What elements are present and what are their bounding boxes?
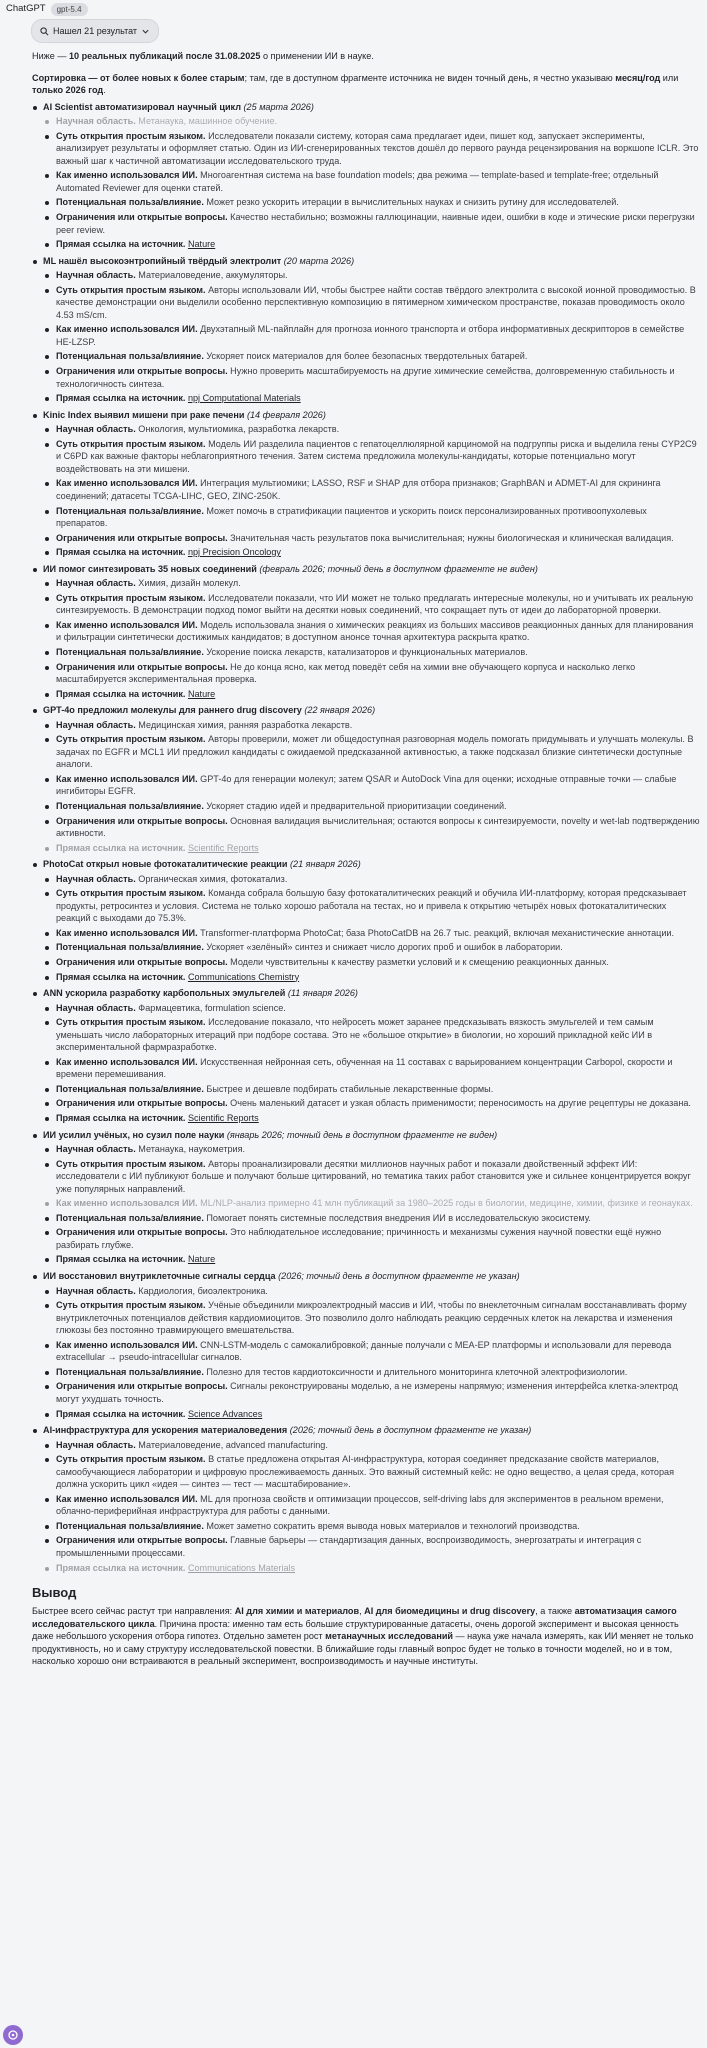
field-value: Интеграция мультиомики; LASSO, RSF и SHAP для отбора признаков; GraphBAN и ADMET-AI для скрининга соединений; датасеты TCGA-LIHC, GEO, ZINC-250K. — [56, 478, 661, 501]
field-value: Фармацевтика, formulation science. — [138, 1002, 286, 1013]
field-value: Ускоряет «зелёный» синтез и снижает число дорогих проб и ошибок в лаборатории. — [206, 942, 563, 953]
field-item — [32, 927, 700, 940]
field-item — [32, 619, 700, 644]
field-value: В статье предложена открытая AI-инфраструктура, которая соединяет предсказание свойств материалов, самообучающиеся лаборатории и цифровую прослеживаемость данных. Это важный системный кейс: не одно вещество, а целая среда, которая должна ускорить цикл «идея — синтез — тест — масштабирование». — [56, 1454, 675, 1490]
field-label: Ограничения или открытые вопросы. — [56, 661, 228, 672]
field-item — [32, 323, 700, 348]
field-label: Как именно использовался ИИ. — [56, 170, 198, 181]
field-value: Исследователи показали систему, которая сама предлагает идеи, пишет код, запускает эксперименты, анализирует результаты и оформляет статью. Один из ИИ-сгенерированных текстов дошёл до первого раунда рецензирования на воркшопе ICLR. Это важный шаг к частичной автоматизации исследовательского труда. — [56, 130, 699, 166]
field-value: Исследователи показали, что ИИ может не только предлагать интересные молекулы, но и учитывать их реальную синтезируемость. В демонстрации подход помог выйти на десятки новых соединений, что сокращает путь от идеи до лабораторной проверки. — [56, 592, 694, 616]
publication-fields — [32, 269, 700, 404]
publication-title: ИИ помог синтезировать 35 новых соединений (февраль 2026; точный день в доступном фрагменте не виден) — [32, 563, 700, 576]
publication-date: (25 марта 2026) — [243, 101, 314, 112]
field-value: Это наблюдательное исследование; причинность и механизмы сужения научной повестки ещё нужно разбирать глубже. — [56, 1227, 662, 1250]
publication-date: (11 января 2026) — [287, 988, 358, 999]
publication-title: ML нашёл высокоэнтропийный твёрдый электролит (20 марта 2026) — [32, 255, 700, 268]
field-value: Очень маленький датасет и узкая область применимости; переносимость на другие рецептуры не доказана. — [230, 1098, 691, 1109]
field-item — [32, 941, 700, 954]
field-label: Прямая ссылка на источник. — [56, 1408, 186, 1419]
source-link[interactable]: Scientific Reports — [187, 842, 259, 853]
field-label: Потенциальная польза/влияние. — [56, 1366, 204, 1377]
field-label: Суть открытия простым языком. — [56, 284, 206, 295]
field-item — [32, 115, 700, 128]
field-label: Ограничения или открытые вопросы. — [56, 212, 228, 223]
publication-fields — [32, 423, 700, 558]
source-link[interactable]: Communications Chemistry — [187, 971, 300, 982]
field-label: Прямая ссылка на источник. — [56, 239, 186, 250]
publication-item — [32, 1270, 700, 1420]
field-item — [32, 971, 700, 984]
field-value: Авторы проанализировали десятки миллионов научных работ и показали двойственный эффект ИИ: исследователи с ИИ публикуют больше и получают больше цитирований, но тематика таких работ становится уже и сильнее концентрируется вокруг уже популярных направлений. — [56, 1158, 691, 1194]
field-label: Потенциальная польза/влияние. — [56, 197, 204, 208]
field-item — [32, 887, 700, 925]
field-label: Научная область. — [56, 1439, 136, 1450]
publication-item — [32, 987, 700, 1124]
field-label: Научная область. — [56, 1002, 136, 1013]
field-item — [32, 392, 700, 405]
field-item — [32, 1226, 700, 1251]
field-value: Органическая химия, фотокатализ. — [138, 873, 288, 884]
field-value: Transformer-платформа PhotoCat; база PhotoCatDB на 26.7 тыс. реакций, включая механистические аннотации. — [200, 927, 675, 938]
field-item — [32, 577, 700, 590]
field-label: Научная область. — [56, 424, 136, 435]
field-item — [32, 1562, 700, 1575]
field-item — [32, 661, 700, 686]
field-value: Сигналы реконструированы моделью, а не измерены напрямую; изменения интерфейса клетка-электрод могут ухудшать точность. — [56, 1381, 678, 1404]
field-label: Научная область. — [56, 116, 136, 127]
field-item — [32, 1016, 700, 1054]
field-item — [32, 1083, 700, 1096]
field-item — [32, 815, 700, 840]
publication-title: Kinic Index выявил мишени при раке печени (14 февраля 2026) — [32, 409, 700, 422]
field-item — [32, 719, 700, 732]
field-label: Потенциальная польза/влияние. — [56, 646, 204, 657]
publication-date: (2026; точный день в доступном фрагменте не указан) — [278, 1271, 520, 1282]
publication-date: (февраль 2026; точный день в доступном фрагменте не виден) — [259, 563, 538, 574]
field-label: Суть открытия простым языком. — [56, 592, 206, 603]
field-label: Потенциальная польза/влияние. — [56, 505, 204, 516]
publication-title: PhotoCat открыл новые фотокаталитические реакции (21 января 2026) — [32, 858, 700, 871]
publication-fields — [32, 1143, 700, 1266]
field-label: Научная область. — [56, 873, 136, 884]
field-value: Быстрее и дешевле подбирать стабильные лекарственные формы. — [206, 1083, 494, 1094]
field-item — [32, 1002, 700, 1015]
publication-item — [32, 409, 700, 559]
field-value: Авторы проверили, может ли общедоступная разговорная модель помогать придумывать и улучшать молекулы. В задачах по EGFR и MCL1 ИИ предложил кандидаты с ожидаемой предсказанной активностью, а также подсказал близкие синтетически доступные аналоги. — [56, 734, 694, 770]
field-label: Как именно использовался ИИ. — [56, 324, 198, 335]
publication-title: ИИ восстановил внутриклеточные сигналы сердца (2026; точный день в доступном фрагменте не указан) — [32, 1270, 700, 1283]
field-value: CNN-LSTM-модель с самокалибровкой; данные получали с MEA-EP платформы и использовали для перевода extracellular → pseudo-intracellular сигналов. — [56, 1339, 672, 1363]
publication-item — [32, 563, 700, 700]
publication-date: (2026; точный день в доступном фрагменте не указан) — [289, 1425, 532, 1436]
field-value: Помогает понять системные последствия внедрения ИИ в исследовательскую экосистему. — [206, 1212, 591, 1223]
field-label: Как именно использовался ИИ. — [56, 619, 198, 630]
source-link[interactable]: Nature — [187, 688, 216, 699]
field-label: Научная область. — [56, 270, 136, 281]
publication-item — [32, 1424, 700, 1574]
top-bar — [0, 0, 707, 18]
field-label: Потенциальная польза/влияние. — [56, 1083, 204, 1094]
field-value: Может помочь в стратификации пациентов и ускорить поиск персонализированных противоопухолевых препаратов. — [56, 505, 647, 529]
field-item — [32, 1339, 700, 1364]
field-item — [32, 688, 700, 701]
publication-title: AI-инфраструктура для ускорения материаловедения (2026; точный день в доступном фрагменте не указан) — [32, 1424, 700, 1437]
field-value: Полезно для тестов кардиотоксичности и длительного мониторинга клеточной электрофизиологии. — [206, 1366, 628, 1377]
field-item — [32, 1408, 700, 1421]
field-item — [32, 546, 700, 559]
field-item — [32, 1493, 700, 1518]
field-value: Авторы использовали ИИ, чтобы быстрее найти состав твёрдого электролита с высокой ионной проводимостью. В качестве демонстрации они выделили особенно перспективную композицию в пятимерном химическом пространстве, показав проводимость около 4.53 mS/cm. — [56, 284, 696, 320]
publication-date: (14 февраля 2026) — [246, 409, 326, 420]
field-label: Прямая ссылка на источник. — [56, 1562, 186, 1573]
field-item — [32, 1520, 700, 1533]
field-label: Прямая ссылка на источник. — [56, 688, 186, 699]
field-label: Научная область. — [56, 578, 136, 589]
field-value: Нужно проверить масштабируемость на другие химические семейства, долговременную стабильность и технологичность синтеза. — [56, 366, 675, 389]
publication-date: (22 января 2026) — [304, 705, 376, 716]
field-item — [32, 1380, 700, 1405]
publication-fields — [32, 873, 700, 983]
conclusion-heading: Вывод — [32, 1585, 77, 1601]
publication-fields — [32, 1285, 700, 1420]
field-value: Метанаука, наукометрия. — [138, 1144, 246, 1155]
source-link[interactable]: Scientific Reports — [187, 1113, 259, 1124]
assistant-avatar — [3, 2025, 23, 2045]
field-label: Научная область. — [56, 719, 136, 730]
field-item — [32, 592, 700, 617]
field-label: Суть открытия простым языком. — [56, 1158, 206, 1169]
conclusion-section — [32, 1584, 700, 1668]
field-value: Команда собрала большую базу фотокаталитических реакций и обучила ИИ-платформу, которая предсказывает продукты, ретросинтез и условия. Система не только хорошо работала на тестах, но и привела к открытию четырёх новых фотокаталитических реакций с выходами до 75.3%. — [56, 888, 687, 924]
field-label: Ограничения или открытые вопросы. — [56, 532, 228, 543]
field-label: Суть открытия простым языком. — [56, 1017, 206, 1028]
field-item — [32, 1143, 700, 1156]
field-value: Учёные объединили микроэлектродный массив и ИИ, чтобы по внеклеточным сигналам восстанавливать форму внутриклеточных потенциалов действия кардиомиоцитов. Это позволило долго наблюдать реакцию сердечных клеток на лекарства и изменения глюкозы без постоянно травмирующего вмешательства. — [56, 1300, 687, 1336]
source-link[interactable]: Communications Materials — [187, 1562, 296, 1573]
field-item — [32, 1366, 700, 1379]
publication-date: (21 января 2026) — [290, 859, 361, 870]
publication-item — [32, 255, 700, 405]
field-label: Прямая ссылка на источник. — [56, 1254, 186, 1265]
publication-item — [32, 858, 700, 983]
field-label: Научная область. — [56, 1144, 136, 1155]
field-value: Ускорение поиска лекарств, катализаторов и функциональных материалов. — [206, 646, 528, 657]
field-label: Суть открытия простым языком. — [56, 1300, 206, 1311]
field-label: Ограничения или открытые вопросы. — [56, 957, 228, 967]
sorting-paragraph: Сортировка — от более новых к более старым; там, где в доступном фрагменте источника не виден точный день, я честно указываю месяц/год или только 2026 год. — [32, 72, 679, 96]
field-value: Может резко ускорить итерации в вычислительных науках и снизить рутину для исследователей. — [206, 197, 619, 208]
source-link[interactable]: Science Advances — [187, 1408, 263, 1419]
field-label: Ограничения или открытые вопросы. — [56, 366, 228, 377]
field-label: Научная область. — [56, 1285, 136, 1296]
search-chip-label: Нашел 21 результат — [53, 25, 138, 36]
openai-logo-icon — [7, 2029, 19, 2041]
field-item — [32, 196, 700, 209]
field-item — [32, 1453, 700, 1491]
field-label: Суть открытия простым языком. — [56, 888, 206, 899]
field-label: Ограничения или открытые вопросы. — [56, 1098, 228, 1109]
publication-item — [32, 101, 700, 251]
field-item — [32, 646, 700, 659]
field-item — [32, 1056, 700, 1081]
field-value: Многоагентная система на base foundation models; два режима — template-based и template-free; отдельный Automated Reviewer для оценки статей. — [56, 170, 659, 193]
field-value: Исследование показало, что нейросеть может заранее предсказывать вязкость эмульгелей и тем самым уменьшать число лабораторных итераций при подборе состава. Это не «большое открытие» в биологии, но хороший прикладной кейс ИИ в экспериментальной фармразработке. — [56, 1017, 654, 1053]
field-value: Кардиология, биоэлектроника. — [138, 1285, 268, 1296]
field-label: Как именно использовался ИИ. — [56, 1493, 198, 1504]
chat-message — [32, 18, 700, 1668]
field-label: Потенциальная польза/влияние. — [56, 1520, 204, 1531]
field-label: Потенциальная польза/влияние. — [56, 942, 204, 953]
field-value: ML для прогноза свойств и оптимизации процессов, self-driving labs для экспериментов в реальном времени, облачно-периферийная инфраструктура для работы с данными. — [56, 1493, 664, 1517]
field-label: Потенциальная польза/влияние. — [56, 1212, 204, 1223]
field-label: Прямая ссылка на источник. — [56, 842, 186, 853]
field-value: Ускоряет стадию идей и предварительной приоритизации соединений. — [206, 800, 507, 811]
field-item — [32, 842, 700, 855]
field-label: Потенциальная польза/влияние. — [56, 800, 204, 811]
publication-title: ANN ускорила разработку карбопольных эмульгелей (11 января 2026) — [32, 987, 700, 1000]
publication-fields — [32, 1002, 700, 1125]
field-label: Суть открытия простым языком. — [56, 1454, 206, 1465]
field-value: Модель ИИ разделила пациентов с гепатоцеллюлярной карциномой на подгруппы риска и выделила гены CYP2C9 и C6PD как важные факторы неблагоприятного течения. Затем система предложила молекулы-кандидаты, которые потенциально могут воздействовать на эти мишени. — [56, 438, 697, 474]
field-item — [32, 1285, 700, 1298]
field-value: Качество нестабильно; возможны галлюцинации, наивные идеи, ошибки в коде и этические риски перегрузки peer review. — [56, 212, 695, 235]
field-value: Химия, дизайн молекул. — [138, 578, 241, 589]
field-value: GPT-4o для генерации молекул; затем QSAR и AutoDock Vina для оценки; исходные отправные точки — слабые ингибиторы EGFR. — [56, 773, 677, 797]
field-label: Потенциальная польза/влияние. — [56, 351, 204, 362]
publication-item — [32, 704, 700, 854]
publication-fields — [32, 719, 700, 854]
conclusion-text: Быстрее всего сейчас растут три направления: AI для химии и материалов, AI для биомедицины и drug discovery, а также автоматизация самого исследовательского цикла. Причина проста: именно там есть большие структурированные датасеты, очень дорогой эксперимент и высокая ценность даже небольшого ускорения отбора гипотез. Отдельно заметен рост метанаучных исследований — наука уже начала измерять, как ИИ меняет не только продуктивность, но и саму структуру исследовательской повестки. В ближайшие годы главный вопрос будет не только в точности моделей, но и в том, насколько хорошо они встраиваются в реальный эксперимент, воспроизводимость и научные институты. — [32, 1606, 694, 1667]
field-item — [32, 1112, 700, 1125]
field-label: Как именно использовался ИИ. — [56, 773, 198, 784]
publication-fields — [32, 115, 700, 250]
publication-title: GPT-4o предложил молекулы для раннего drug discovery (22 января 2026) — [32, 704, 700, 717]
field-item — [32, 800, 700, 813]
model-badge[interactable]: gpt-5.4 — [51, 3, 88, 16]
field-item — [32, 773, 700, 798]
field-item — [32, 238, 700, 251]
field-label: Прямая ссылка на источник. — [56, 971, 186, 982]
source-link[interactable]: npj Computational Materials — [187, 393, 301, 404]
field-label: Суть открытия простым языком. — [56, 734, 206, 745]
publication-date: (январь 2026; точный день в доступном фрагменте не виден) — [226, 1129, 498, 1140]
field-item — [32, 284, 700, 322]
search-results-chip[interactable] — [31, 19, 159, 43]
publication-list — [32, 101, 700, 1574]
field-value: Не до конца ясно, как метод поведёт себя на химии вне обучающего корпуса и насколько легко масштабируется экспериментальная проверка. — [56, 661, 636, 685]
field-item — [32, 169, 700, 194]
field-label: Как именно использовался ИИ. — [56, 927, 198, 938]
field-item — [32, 365, 700, 390]
field-value: Главные барьеры — стандартизация данных, воспроизводимость, энергозатраты и интеграция с промышленными процессами. — [56, 1535, 642, 1558]
publication-date: (20 марта 2026) — [283, 255, 355, 266]
field-value: Метанаука, машинное обучение. — [138, 116, 278, 127]
field-label: Прямая ссылка на источник. — [56, 1113, 186, 1124]
field-item — [32, 438, 700, 476]
source-link[interactable]: Nature — [187, 1254, 216, 1265]
field-item — [32, 873, 700, 886]
field-value: Материаловедение, advanced manufacturing. — [138, 1439, 328, 1450]
field-label: Как именно использовался ИИ. — [56, 478, 198, 489]
field-item — [32, 733, 700, 771]
field-label: Как именно использовался ИИ. — [56, 1339, 198, 1350]
chevron-down-icon — [141, 27, 150, 36]
field-label: Прямая ссылка на источник. — [56, 393, 186, 404]
field-label: Прямая ссылка на источник. — [56, 547, 186, 558]
field-item — [32, 1097, 700, 1110]
field-label: Как именно использовался ИИ. — [56, 1056, 198, 1067]
field-item — [32, 1253, 700, 1266]
field-value: Ускоряет поиск материалов для более безопасных твердотельных батарей. — [206, 351, 528, 362]
field-item — [32, 211, 700, 236]
field-value: Основная валидация вычислительная; остаются вопросы к синтезируемости, novelty и wet-lab подтверждению активности. — [56, 815, 700, 839]
field-value: Модели чувствительны к качеству разметки условий и к смещению реакционных данных. — [230, 957, 609, 967]
field-value: Значительная часть результатов пока вычислительная; нужны биологическая и клиническая валидация. — [230, 532, 674, 543]
field-item — [32, 956, 700, 969]
publication-fields — [32, 1439, 700, 1574]
field-label: Ограничения или открытые вопросы. — [56, 1535, 228, 1546]
source-link[interactable]: npj Precision Oncology — [187, 547, 281, 558]
publication-title: ИИ усилил учёных, но сузил поле науки (январь 2026; точный день в доступном фрагменте не виден) — [32, 1129, 700, 1142]
field-label: Ограничения или открытые вопросы. — [56, 815, 228, 826]
field-item — [32, 423, 700, 436]
app-title: ChatGPT — [6, 3, 46, 15]
field-item — [32, 532, 700, 545]
field-item — [32, 477, 700, 502]
publication-fields — [32, 577, 700, 700]
field-item — [32, 505, 700, 530]
field-label: Суть открытия простым языком. — [56, 438, 206, 449]
field-item — [32, 350, 700, 363]
field-value: Медицинская химия, ранняя разработка лекарств. — [138, 719, 353, 730]
field-value: Материаловедение, аккумуляторы. — [138, 270, 288, 281]
field-item — [32, 130, 700, 168]
source-link[interactable]: Nature — [187, 239, 216, 250]
field-value: Искусственная нейронная сеть, обученная на 11 составах с варьированием концентрации Carbopol, скорости и времени перемешивания. — [56, 1056, 673, 1080]
search-icon — [40, 27, 49, 36]
field-value: Модель использовала знания о химических реакциях из больших массивов реакционных данных для планирования и фильтрации синтетически достижимых кандидатов; в доступном анонсе точная архитектура раскрыта кратко. — [56, 619, 694, 643]
field-label: Суть открытия простым языком. — [56, 130, 206, 141]
publication-title: AI Scientist автоматизировал научный цикл (25 марта 2026) — [32, 101, 700, 114]
field-value: Двухэтапный ML-пайплайн для прогноза ионного транспорта и отбора информативных дескрипторов в семействе HE-LZSP. — [56, 324, 685, 347]
field-item — [32, 269, 700, 282]
field-item — [32, 1197, 700, 1210]
field-label: Ограничения или открытые вопросы. — [56, 1227, 228, 1238]
field-item — [32, 1534, 700, 1559]
field-value: Онкология, мультиомика, разработка лекарств. — [138, 424, 340, 435]
field-item — [32, 1299, 700, 1337]
field-value: ML/NLP-анализ примерно 41 млн публикаций за 1980–2025 годы в биологии, медицине, химии, физике и геонауках. — [200, 1198, 693, 1209]
intro-paragraph: Ниже — 10 реальных публикаций после 31.08.2025 о применении ИИ в науке. — [32, 51, 374, 61]
field-item — [32, 1158, 700, 1196]
field-label: Ограничения или открытые вопросы. — [56, 1381, 228, 1392]
field-item — [32, 1439, 700, 1452]
field-label: Как именно использовался ИИ. — [56, 1198, 198, 1209]
field-value: Может заметно сократить время вывода новых материалов и технологий производства. — [206, 1520, 580, 1531]
publication-item — [32, 1129, 700, 1266]
field-item — [32, 1212, 700, 1225]
